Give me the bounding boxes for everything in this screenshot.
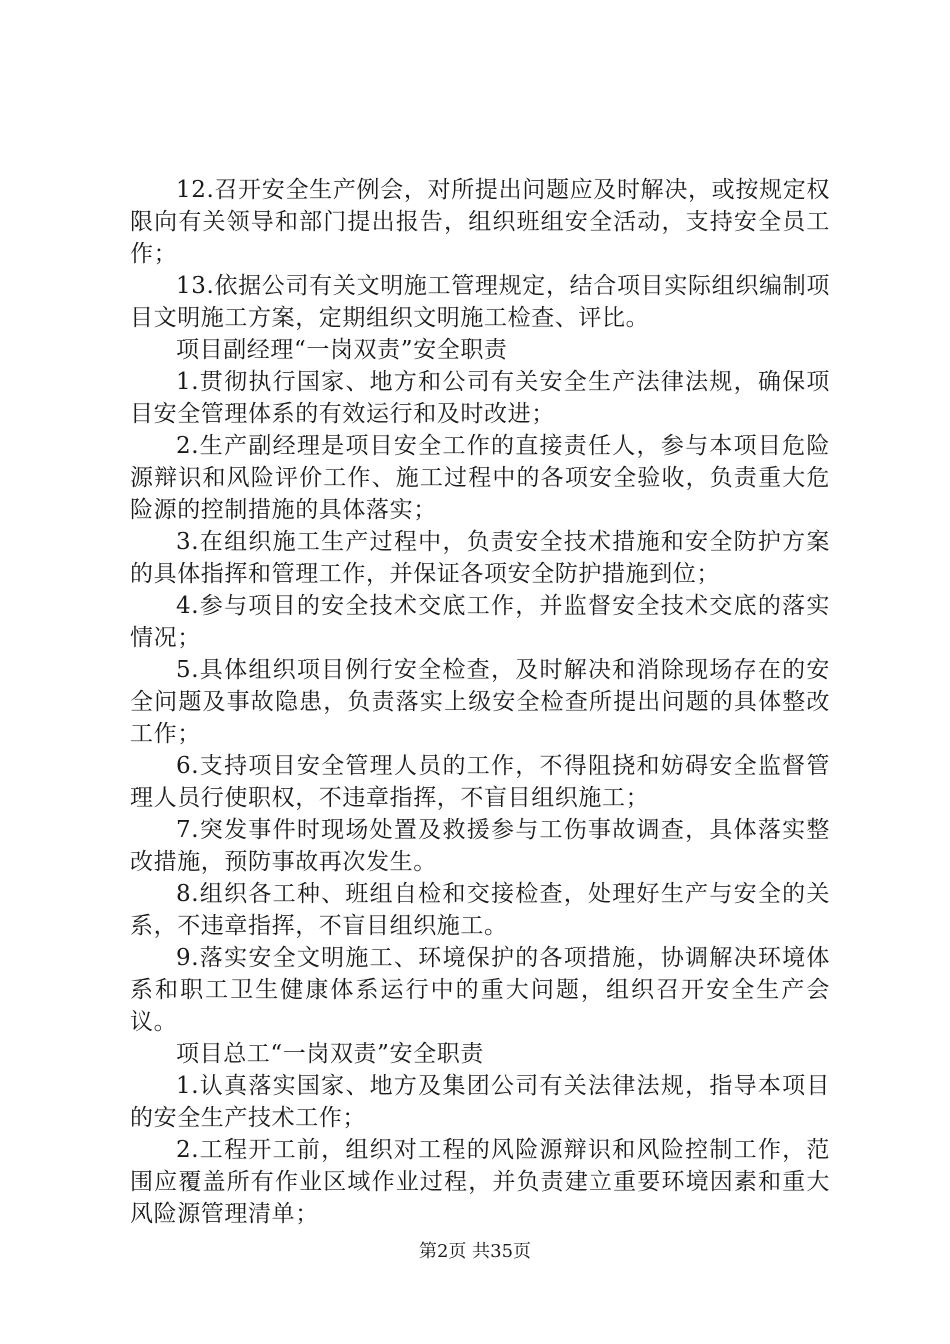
section-heading-deputy-manager: 项目副经理“一岗双责”安全职责	[176, 337, 508, 363]
section-heading-chief-engineer: 项目总工“一岗双责”安全职责	[176, 1041, 484, 1067]
deputy-item-3: 3.在组织施工生产过程中，负责安全技术措施和安全防护方案的具体指挥和管理工作，并保证各项安全防护措施到位；	[130, 529, 830, 587]
engineer-item-2: 2.工程开工前，组织对工程的风险源辩识和风险控制工作，范围应覆盖所有作业区域作业过程，并负责建立重要环境因素和重大风险源管理清单；	[130, 1137, 830, 1227]
page-number-footer: 第2页 共35页	[418, 1241, 532, 1262]
deputy-item-8: 8.组织各工种、班组自检和交接检查，处理好生产与安全的关系，不违章指挥，不盲目组织施工。	[130, 881, 830, 939]
engineer-item-1: 1.认真落实国家、地方及集团公司有关法律法规，指导本项目的安全生产技术工作；	[130, 1073, 830, 1131]
deputy-item-1: 1.贯彻执行国家、地方和公司有关安全生产法律法规，确保项目安全管理体系的有效运行和及时改进；	[130, 369, 830, 427]
deputy-item-5: 5.具体组织项目例行安全检查，及时解决和消除现场存在的安全问题及事故隐患，负责落实上级安全检查所提出问题的具体整改工作；	[130, 657, 830, 747]
deputy-item-6: 6.支持项目安全管理人员的工作，不得阻挠和妨碍安全监督管理人员行使职权，不违章指挥，不盲目组织施工；	[130, 753, 830, 811]
deputy-item-2: 2.生产副经理是项目安全工作的直接责任人，参与本项目危险源辩识和风险评价工作、施工过程中的各项安全验收，负责重大危险源的控制措施的具体落实；	[130, 433, 830, 523]
deputy-item-7: 7.突发事件时现场处置及救援参与工伤事故调查，具体落实整改措施，预防事故再次发生。	[130, 817, 830, 875]
deputy-item-9: 9.落实安全文明施工、环境保护的各项措施，协调解决环境体系和职工卫生健康体系运行中的重大问题，组织召开安全生产会议。	[130, 945, 830, 1035]
document-body	[130, 174, 830, 1230]
paragraph-12: 12.召开安全生产例会，对所提出问题应及时解决，或按规定权限向有关领导和部门提出报告，组织班组安全活动，支持安全员工作；	[130, 177, 830, 267]
deputy-item-4: 4.参与项目的安全技术交底工作，并监督安全技术交底的落实情况；	[130, 593, 830, 651]
paragraph-13: 13.依据公司有关文明施工管理规定，结合项目实际组织编制项目文明施工方案，定期组织文明施工检查、评比。	[130, 273, 830, 331]
